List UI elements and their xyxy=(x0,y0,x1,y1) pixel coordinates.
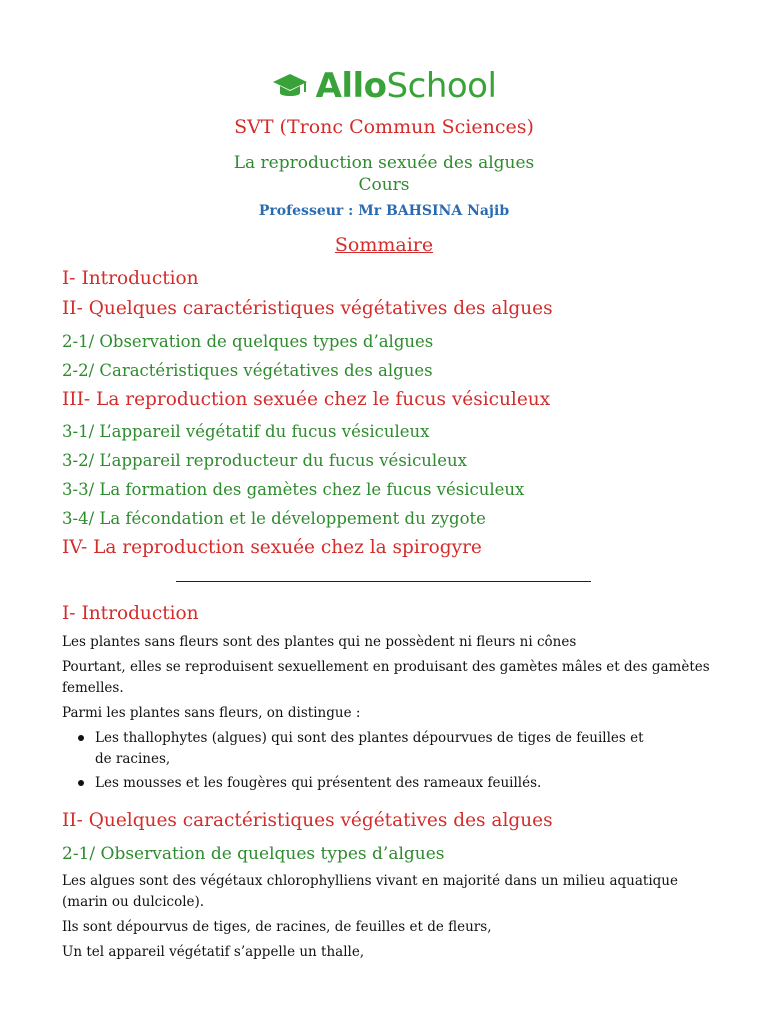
lesson-title xyxy=(0,152,768,196)
summary-item: 3-4/ La fécondation et le développement du zygote xyxy=(62,509,486,528)
summary-item: 3-2/ L’appareil reproducteur du fucus vésiculeux xyxy=(62,451,467,470)
paragraph: Ils sont dépourvus de tiges, de racines, de feuilles et de fleurs, xyxy=(62,919,492,935)
bullet-item: Les mousses et les fougères qui présentent des rameaux feuillés. xyxy=(78,773,712,794)
course-content xyxy=(62,600,712,963)
paragraph: Un tel appareil végétatif s’appelle un thalle, xyxy=(62,944,365,960)
bullet-list xyxy=(62,728,712,794)
summary-item: I- Introduction xyxy=(62,268,199,289)
logo-text: AlloSchool xyxy=(315,66,497,106)
summary-list xyxy=(62,264,722,563)
subject-title: SVT (Tronc Commun Sciences) xyxy=(234,116,534,138)
summary-item: 3-3/ La formation des gamètes chez le fucus vésiculeux xyxy=(62,480,525,499)
section-heading-intro: I- Introduction xyxy=(62,603,199,624)
graduation-cap-icon xyxy=(272,71,308,101)
summary-item: III- La reproduction sexuée chez le fucus vésiculeux xyxy=(62,389,551,410)
summary-item: II- Quelques caractéristiques végétatives des algues xyxy=(62,298,553,319)
alloschool-logo xyxy=(0,64,768,108)
summary-item: 3-1/ L’appareil végétatif du fucus vésiculeux xyxy=(62,422,430,441)
summary-item: IV- La reproduction sexuée chez la spirogyre xyxy=(62,537,482,558)
bullet-item: Les thallophytes (algues) qui sont des plantes dépourvues de tiges de feuilles et de racines, xyxy=(78,728,712,770)
section-divider xyxy=(176,581,591,582)
paragraph: Pourtant, elles se reproduisent sexuellement en produisant des gamètes mâles et des gamètes femelles. xyxy=(62,659,710,696)
lesson-title-text: La reproduction sexuée des algues xyxy=(233,153,535,173)
summary-item: 2-2/ Caractéristiques végétatives des algues xyxy=(62,361,433,380)
paragraph: Les plantes sans fleurs sont des plantes qui ne possèdent ni fleurs ni cônes xyxy=(62,634,577,650)
subsection-heading: 2-1/ Observation de quelques types d’algues xyxy=(62,844,445,864)
summary-item: 2-1/ Observation de quelques types d’algues xyxy=(62,332,434,351)
teacher-name: Professeur : Mr BAHSINA Najib xyxy=(258,203,510,219)
paragraph: Parmi les plantes sans fleurs, on distingue : xyxy=(62,705,361,721)
paragraph: Les algues sont des végétaux chlorophylliens vivant en majorité dans un milieu aquatique (marin ou dulcicole). xyxy=(62,873,678,910)
lesson-type: Cours xyxy=(358,175,410,195)
section-heading-vegetative: II- Quelques caractéristiques végétatives des algues xyxy=(62,810,553,831)
summary-heading: Sommaire xyxy=(334,234,434,256)
